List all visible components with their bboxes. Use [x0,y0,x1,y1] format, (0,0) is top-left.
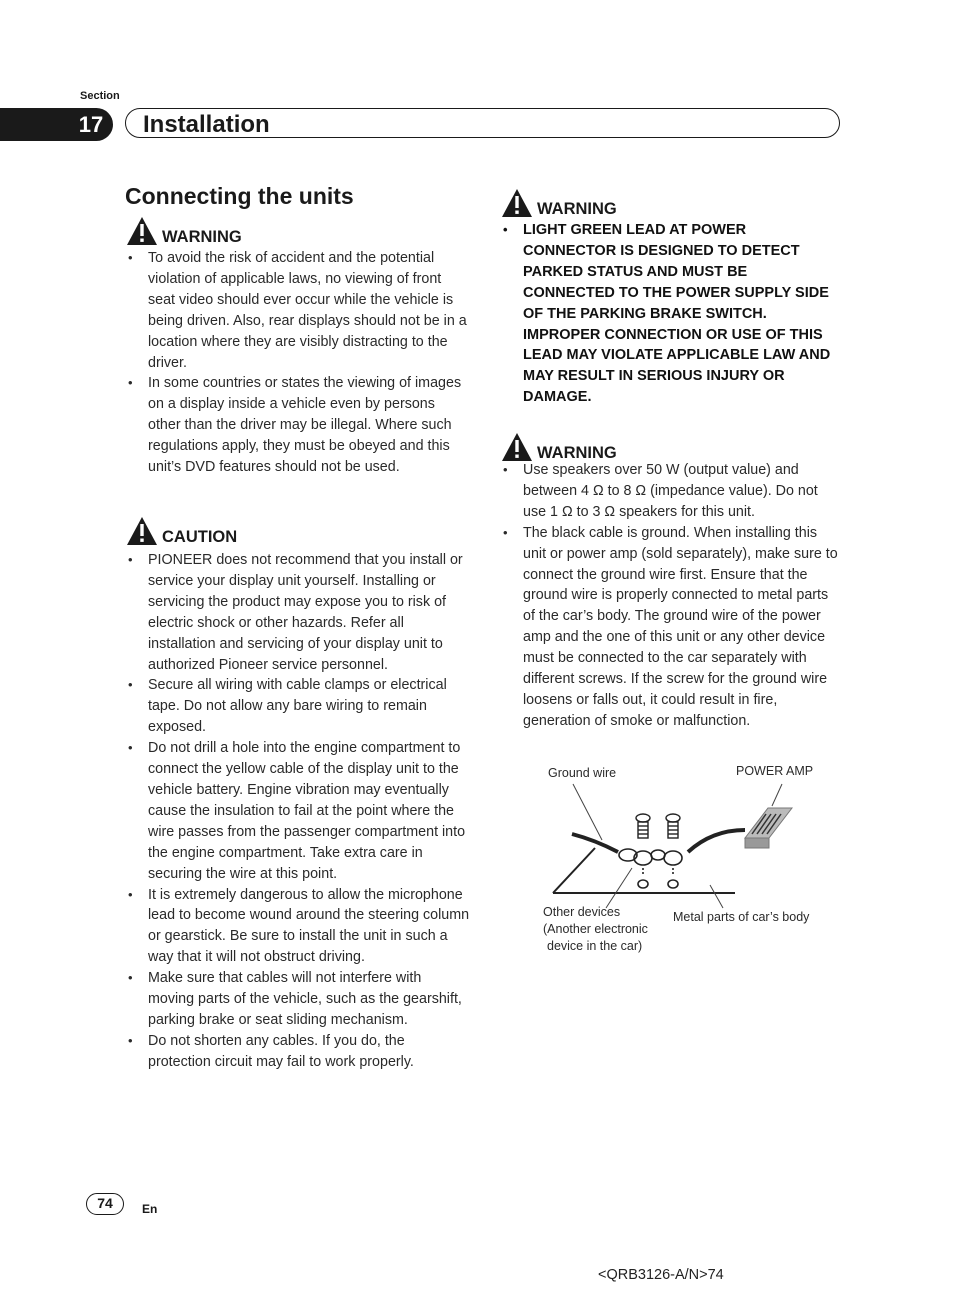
caution-title: CAUTION [162,528,238,546]
list-item: • Do not drill a hole into the engine compartment to connect the yellow cable of the display unit to the vehicle battery. Engine vibration may eventually cause the insulation to fail at the point where the wire passes from the passenger compartment into the engine compartment. Take extra care in securing the wire at this point. [126,738,471,884]
warning-heading [501,432,617,462]
page-number: 74 [86,1193,124,1215]
warning-title: WARNING [537,200,617,218]
list-item: • It is extremely dangerous to allow the microphone lead to become wound around the steering column or gearstick. Be sure to install the unit in such a way that it will not obstruct driving. [126,885,471,969]
list-item: • In some countries or states the viewing of images on a display inside a vehicle even by persons other than the driver may be illegal. Where such regulations apply, they must be obeyed and this unit’s DVD features should not be used. [126,373,471,478]
warning-icon [501,188,533,218]
warning-title: WARNING [537,444,617,462]
ground-wire-label: Ground wire [548,766,617,780]
list-item: • To avoid the risk of accident and the potential violation of applicable laws, no viewing of front seat video should ever occur while the vehicle is being driven. Also, rear displays should not be in a location where they are visibly distracting to the driver. [126,248,471,373]
list-item: • Use speakers over 50 W (output value) and between 4 Ω to 8 Ω (impedance value). Do not use 1 Ω to 3 Ω speakers for this unit. [501,460,844,523]
warning-icon [501,432,533,462]
list-item: • Secure all wiring with cable clamps or electrical tape. Do not allow any bare wiring to remain exposed. [126,675,471,738]
power-amp-label: POWER AMP [736,764,814,778]
other-devices-label-line-3: device in the car) [547,939,643,953]
caution-list [126,550,471,1073]
warning-list [501,220,841,408]
metal-parts-label: Metal parts of car’s body [673,910,810,924]
warning-title: WARNING [162,228,242,246]
warning-heading [501,188,617,218]
section-title: Installation [143,111,270,138]
other-devices-label-line-2: (Another electronic [543,922,648,936]
warning-list [501,460,844,732]
list-item: • The black cable is ground. When installing this unit or power amp (sold separately), make sure to connect the ground wire first. Ensure that the ground wire is properly connected to metal parts of the car’s body. The ground wire of the power amp and the one of this unit or any other device must be connected to the car separately with different screws. If the screw for the ground wire loosens or falls out, it could result in fire, generation of smoke or malfunction. [501,523,844,732]
list-item: • PIONEER does not recommend that you install or service your display unit yourself. Installing or servicing the product may expose you to risk of electric shock or other hazards. Refer all installation and servicing of your display unit to authorized Pioneer service personnel. [126,550,471,675]
section-number: 17 [78,112,104,137]
document-code: <QRB3126-A/N>74 [598,1267,724,1283]
caution-heading [126,516,237,546]
ground-wire-diagram [540,760,830,960]
page-heading: Connecting the units [125,183,354,209]
warning-heading [126,216,242,246]
warning-icon [126,216,158,246]
warning-list [126,248,471,478]
list-item: • LIGHT GREEN LEAD AT POWER CONNECTOR IS DESIGNED TO DETECT PARKED STATUS AND MUST BE CONNECTED TO THE POWER SUPPLY SIDE OF THE PARKING BRAKE SWITCH. IMPROPER CONNECTION OR USE OF THIS LEAD MAY VIOLATE APPLICABLE LAW AND MAY RESULT IN SERIOUS INJURY OR DAMAGE. [501,220,841,408]
section-label: Section [80,90,120,102]
list-item: • Make sure that cables will not interfere with moving parts of the vehicle, such as the gearshift, parking brake or seat sliding mechanism. [126,968,471,1031]
language-code: En [142,1202,158,1216]
list-item: • Do not shorten any cables. If you do, the protection circuit may fail to work properly. [126,1031,471,1073]
other-devices-label-line-1: Other devices [543,905,621,919]
caution-icon [126,516,158,546]
